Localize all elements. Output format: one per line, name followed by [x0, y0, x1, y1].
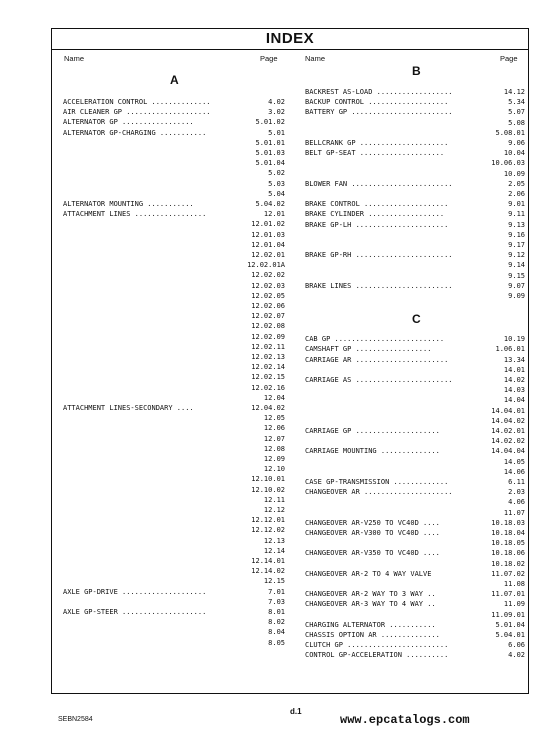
- index-entry: [63, 566, 285, 576]
- entry-page: 12.14.02: [251, 567, 285, 576]
- index-entry: [63, 158, 285, 168]
- index-entry: [63, 260, 285, 270]
- index-entry: [63, 413, 285, 423]
- entry-page: 9.07: [508, 281, 525, 290]
- entry-page: 9.09: [508, 292, 525, 300]
- index-entry: [305, 209, 525, 219]
- entry-page: 8.05: [268, 638, 285, 647]
- entry-page: 9.01: [508, 200, 525, 209]
- entry-page: 2.05: [508, 179, 525, 188]
- index-entry: [63, 189, 285, 199]
- entry-page: 12.12: [263, 506, 285, 514]
- entry-name: BRAKE CONTROL ....................: [305, 200, 449, 209]
- footer-doc-code: SEBN2584: [58, 716, 93, 723]
- index-entry: [63, 281, 285, 291]
- index-entry: [305, 559, 525, 569]
- index-entry: [63, 576, 285, 586]
- entry-page: 12.02.13: [251, 353, 285, 361]
- entry-name: BACKREST AS-LOAD ..................: [305, 88, 453, 96]
- index-entry: [305, 240, 525, 250]
- entry-name: CHANGEOVER AR-2 WAY TO 3 WAY ..: [305, 590, 436, 599]
- entry-page: 12.02.15: [251, 373, 285, 382]
- index-entry: [63, 597, 285, 607]
- index-entry: [305, 158, 525, 168]
- index-entry: [305, 189, 525, 199]
- index-entry: [305, 107, 525, 117]
- section-letter-c: C: [412, 312, 421, 326]
- index-entry: [63, 587, 285, 597]
- index-entry: [63, 505, 285, 515]
- entry-page: 12.10: [263, 465, 285, 474]
- index-entry: [305, 344, 525, 354]
- entry-page: 5.01.02: [255, 118, 285, 127]
- index-entry: [63, 240, 285, 250]
- entry-name: CHASSIS OPTION AR ..............: [305, 631, 440, 639]
- entry-name: CLUTCH GP ........................: [305, 641, 449, 650]
- index-entry: [63, 372, 285, 382]
- entry-page: 6.11: [508, 478, 525, 486]
- entry-page: 7.03: [268, 597, 285, 606]
- entry-page: 12.05: [263, 414, 285, 423]
- index-entry: [63, 117, 285, 127]
- entry-page: 12.02.01: [251, 251, 285, 259]
- entry-page: 14.06: [503, 467, 525, 476]
- entry-page: 10.18.02: [491, 559, 525, 568]
- entry-page: 14.04.02: [491, 416, 525, 425]
- index-entry: [305, 281, 525, 291]
- entry-page: 11.07: [503, 508, 525, 517]
- entry-name: AXLE GP-DRIVE ....................: [63, 587, 207, 596]
- entry-page: 12.14.01: [251, 557, 285, 565]
- index-entry: [305, 230, 525, 240]
- index-entry: [63, 454, 285, 464]
- entry-page: 11.08: [503, 580, 525, 588]
- index-entry: [63, 352, 285, 362]
- index-entry: [63, 219, 285, 229]
- index-entry: [305, 446, 525, 456]
- index-entry: [305, 220, 525, 230]
- entry-page: 12.02.06: [251, 302, 285, 310]
- right-name-header: Name: [305, 54, 326, 63]
- index-entry: [305, 487, 525, 497]
- index-entry: [63, 291, 285, 301]
- entry-page: 12.02.07: [251, 312, 285, 321]
- entry-name: ALTERNATOR GP .................: [63, 118, 194, 127]
- entry-name: CHARGING ALTERNATOR ...........: [305, 620, 436, 629]
- index-entry: [63, 464, 285, 474]
- index-entry: [305, 508, 525, 518]
- entry-page: 7.01: [268, 587, 285, 596]
- index-entry: [305, 416, 525, 426]
- index-entry: [63, 270, 285, 280]
- index-entry: [63, 495, 285, 505]
- entry-page: 10.18.05: [491, 539, 525, 548]
- entry-page: 12.02.01A: [247, 261, 285, 270]
- index-entry: [305, 477, 525, 487]
- index-entry: [63, 403, 285, 413]
- entry-page: 5.01.03: [255, 149, 285, 157]
- entry-page: 9.11: [508, 210, 525, 219]
- index-entry: [63, 525, 285, 535]
- entry-page: 12.15: [263, 577, 285, 586]
- index-entry: [305, 148, 525, 158]
- entry-page: 14.01: [503, 365, 525, 374]
- index-entry: [63, 199, 285, 209]
- entry-page: 14.02.01: [491, 427, 525, 435]
- entry-page: 14.04.01: [491, 406, 525, 415]
- entry-page: 5.03: [268, 179, 285, 188]
- index-entry: [63, 546, 285, 556]
- entry-name: CARRIAGE GP ....................: [305, 427, 440, 435]
- entry-name: CHANGEOVER AR-3 WAY TO 4 WAY ..: [305, 600, 436, 609]
- entry-page: 12.06: [263, 424, 285, 433]
- entry-page: 14.04.04: [491, 447, 525, 456]
- entry-page: 12.10.02: [251, 485, 285, 494]
- entry-name: CARRIAGE AR ......................: [305, 355, 449, 364]
- entry-name: ALTERNATOR GP-CHARGING ...........: [63, 128, 207, 137]
- index-entry: [305, 355, 525, 365]
- entry-page: 11.09: [503, 600, 525, 609]
- index-entry: [305, 569, 525, 579]
- entry-page: 5.04.01: [495, 631, 525, 639]
- entry-page: 10.09: [503, 169, 525, 178]
- entry-page: 12.04: [263, 393, 285, 402]
- entry-page: 12.02.11: [251, 342, 285, 351]
- index-entry: [63, 383, 285, 393]
- entry-page: 10.18.03: [491, 518, 525, 527]
- index-entry: [63, 515, 285, 525]
- entry-page: 6.06: [508, 641, 525, 650]
- index-entry: [63, 168, 285, 178]
- entry-page: 5.34: [508, 98, 525, 107]
- entry-page: 8.02: [268, 618, 285, 627]
- entry-page: 11.07.01: [491, 590, 525, 599]
- index-entry: [305, 87, 525, 97]
- entry-name: BELLCRANK GP .....................: [305, 139, 449, 147]
- index-entry: [63, 97, 285, 107]
- index-entry: [63, 342, 285, 352]
- index-entry: [63, 485, 285, 495]
- index-entry: [63, 138, 285, 148]
- index-entry: [305, 179, 525, 189]
- index-entry: [63, 128, 285, 138]
- index-entry: [63, 301, 285, 311]
- index-entry: [305, 610, 525, 620]
- index-entry: [305, 457, 525, 467]
- page-title: INDEX: [265, 30, 315, 47]
- index-entry: [63, 332, 285, 342]
- entry-page: 5.08: [508, 118, 525, 127]
- entry-page: 14.03: [503, 386, 525, 395]
- entry-page: 10.18.04: [491, 529, 525, 537]
- entry-name: CAB GP ..........................: [305, 335, 445, 344]
- index-entry: [305, 128, 525, 138]
- index-entry: [305, 334, 525, 344]
- entry-page: 12.02.08: [251, 322, 285, 331]
- entry-page: 10.06.03: [491, 159, 525, 168]
- entry-name: ATTACHMENT LINES .................: [63, 210, 207, 219]
- entry-page: 8.01: [268, 608, 285, 616]
- index-entry: [305, 630, 525, 640]
- entry-page: 3.02: [268, 108, 285, 117]
- entry-name: CHANGEOVER AR-2 TO 4 WAY VALVE: [305, 569, 432, 578]
- entry-page: 12.12.02: [251, 526, 285, 535]
- section-letter-b: B: [412, 64, 421, 78]
- index-entry: [305, 620, 525, 630]
- entry-page: 14.12: [503, 88, 525, 96]
- entry-page: 12.01.02: [251, 220, 285, 229]
- index-entry: [63, 607, 285, 617]
- entry-page: 5.04: [268, 189, 285, 198]
- entry-page: 12.10.01: [251, 475, 285, 484]
- index-entry: [305, 436, 525, 446]
- footer-page-number: d.1: [290, 707, 302, 716]
- index-entry: [305, 528, 525, 538]
- index-entry: [63, 393, 285, 403]
- index-entry: [63, 638, 285, 648]
- entry-name: BRAKE LINES .......................: [305, 281, 453, 290]
- entry-page: 12.02.03: [251, 281, 285, 290]
- index-entry: [305, 467, 525, 477]
- index-entry: [63, 230, 285, 240]
- entry-name: CAMSHAFT GP ..................: [305, 345, 432, 354]
- entry-name: CHANGEOVER AR-V300 TO VC40D ....: [305, 529, 440, 537]
- entry-page: 12.07: [263, 434, 285, 443]
- entry-name: BACKUP CONTROL ...................: [305, 98, 449, 107]
- entry-page: 9.13: [508, 220, 525, 229]
- index-entry: [305, 497, 525, 507]
- entry-page: 5.01: [268, 128, 285, 137]
- entry-name: ACCELERATION CONTROL ..............: [63, 98, 211, 106]
- entry-page: 9.12: [508, 251, 525, 260]
- entry-page: 12.02.16: [251, 383, 285, 392]
- index-entry: [63, 423, 285, 433]
- entry-page: 5.08.01: [495, 128, 525, 137]
- entry-page: 12.02.02: [251, 271, 285, 280]
- entry-page: 12.09: [263, 455, 285, 463]
- entry-page: 2.03: [508, 488, 525, 497]
- entry-name: BELT GP-SEAT ....................: [305, 149, 445, 158]
- index-entry: [63, 179, 285, 189]
- entry-page: 14.05: [503, 457, 525, 466]
- entry-page: 5.04.02: [255, 200, 285, 208]
- entry-page: 14.02: [503, 376, 525, 384]
- index-entry: [305, 199, 525, 209]
- index-entry: [305, 291, 525, 301]
- index-entry: [305, 599, 525, 609]
- watermark: www.epcatalogs.com: [340, 713, 470, 727]
- entry-name: AIR CLEANER GP ....................: [63, 108, 211, 117]
- entry-page: 4.02: [508, 651, 525, 660]
- entry-page: 14.04: [503, 396, 525, 405]
- entry-page: 9.14: [508, 261, 525, 270]
- entry-page: 9.16: [508, 230, 525, 239]
- index-entry: [305, 395, 525, 405]
- entry-page: 4.02: [268, 98, 285, 106]
- entry-page: 12.02.05: [251, 291, 285, 300]
- entry-page: 12.04.02: [251, 404, 285, 412]
- entry-name: ALTERNATOR MOUNTING ...........: [63, 200, 194, 208]
- index-entry: [305, 650, 525, 660]
- index-entry: [305, 518, 525, 528]
- entry-page: 9.17: [508, 241, 525, 249]
- entry-page: 12.02.09: [251, 332, 285, 341]
- index-entry: [305, 365, 525, 375]
- entry-name: BATTERY GP ........................: [305, 108, 453, 117]
- entry-page: 12.01.04: [251, 240, 285, 249]
- index-entry: [305, 548, 525, 558]
- index-entry: [305, 589, 525, 599]
- entry-page: 11.07.02: [491, 569, 525, 578]
- entry-name: BRAKE GP-LH ......................: [305, 220, 449, 229]
- entry-page: 13.34: [503, 355, 525, 364]
- index-entry: [305, 375, 525, 385]
- entry-page: 4.06: [508, 498, 525, 507]
- index-entry: [63, 617, 285, 627]
- entry-page: 12.13: [263, 536, 285, 545]
- index-entry: [305, 260, 525, 270]
- entry-page: 1.06.01: [495, 345, 525, 354]
- entry-page: 10.04: [503, 149, 525, 158]
- entry-page: 10.19: [503, 335, 525, 344]
- entry-name: BLOWER FAN ........................: [305, 179, 453, 188]
- index-entry: [63, 107, 285, 117]
- title-divider: [52, 49, 528, 50]
- entry-page: 5.02: [268, 169, 285, 178]
- entry-name: AXLE GP-STEER ....................: [63, 608, 207, 616]
- left-page-header: Page: [260, 54, 278, 63]
- entry-page: 12.01: [263, 210, 285, 219]
- entry-name: CONTROL GP-ACCELERATION ..........: [305, 651, 449, 660]
- index-entry: [63, 434, 285, 444]
- entry-page: 5.01.01: [255, 138, 285, 147]
- index-entry: [63, 444, 285, 454]
- entry-page: 12.02.14: [251, 363, 285, 372]
- index-entry: [305, 538, 525, 548]
- entry-name: CARRIAGE AS .......................: [305, 376, 453, 384]
- left-name-header: Name: [64, 54, 85, 63]
- index-entry: [305, 406, 525, 416]
- entry-page: 10.18.06: [491, 549, 525, 558]
- index-entry: [63, 311, 285, 321]
- entry-page: 12.14: [263, 546, 285, 555]
- entry-name: CASE GP-TRANSMISSION .............: [305, 478, 449, 486]
- index-entry: [305, 97, 525, 107]
- entry-page: 14.02.02: [491, 437, 525, 446]
- entry-name: CHANGEOVER AR-V350 TO VC40D ....: [305, 549, 440, 558]
- index-entry: [63, 209, 285, 219]
- index-entry: [305, 271, 525, 281]
- entry-page: 12.12.01: [251, 516, 285, 525]
- entry-page: 12.08: [263, 444, 285, 453]
- entry-name: ATTACHMENT LINES-SECONDARY ....: [63, 404, 194, 412]
- index-entry: [63, 556, 285, 566]
- entry-name: BRAKE CYLINDER ..................: [305, 210, 445, 219]
- entry-page: 5.07: [508, 108, 525, 117]
- entry-page: 9.15: [508, 271, 525, 280]
- index-entry: [305, 118, 525, 128]
- index-entry: [305, 385, 525, 395]
- index-entry: [305, 426, 525, 436]
- index-entry: [63, 321, 285, 331]
- index-frame: [51, 28, 529, 694]
- index-entry: [305, 640, 525, 650]
- entry-page: 9.06: [508, 139, 525, 147]
- index-entry: [63, 627, 285, 637]
- entry-page: 12.11: [263, 495, 285, 504]
- section-letter-a: A: [170, 73, 179, 87]
- entry-page: 2.06: [508, 190, 525, 198]
- right-page-header: Page: [500, 54, 518, 63]
- entry-name: BRAKE GP-RH .......................: [305, 251, 453, 260]
- index-entry: [305, 138, 525, 148]
- entry-page: 11.09.01: [491, 610, 525, 619]
- entry-page: 8.04: [268, 628, 285, 637]
- index-entry: [63, 148, 285, 158]
- index-entry: [63, 250, 285, 260]
- entry-name: CHANGEOVER AR-V250 TO VC40D ....: [305, 518, 440, 527]
- index-entry: [63, 362, 285, 372]
- entry-page: 5.01.04: [255, 159, 285, 168]
- entry-name: CHANGEOVER AR .....................: [305, 488, 453, 497]
- entry-page: 5.01.04: [495, 620, 525, 629]
- index-entry: [63, 474, 285, 484]
- index-entry: [63, 536, 285, 546]
- index-entry: [305, 579, 525, 589]
- index-entry: [305, 169, 525, 179]
- entry-name: CARRIAGE MOUNTING ..............: [305, 447, 440, 456]
- index-entry: [305, 250, 525, 260]
- entry-page: 12.01.03: [251, 230, 285, 239]
